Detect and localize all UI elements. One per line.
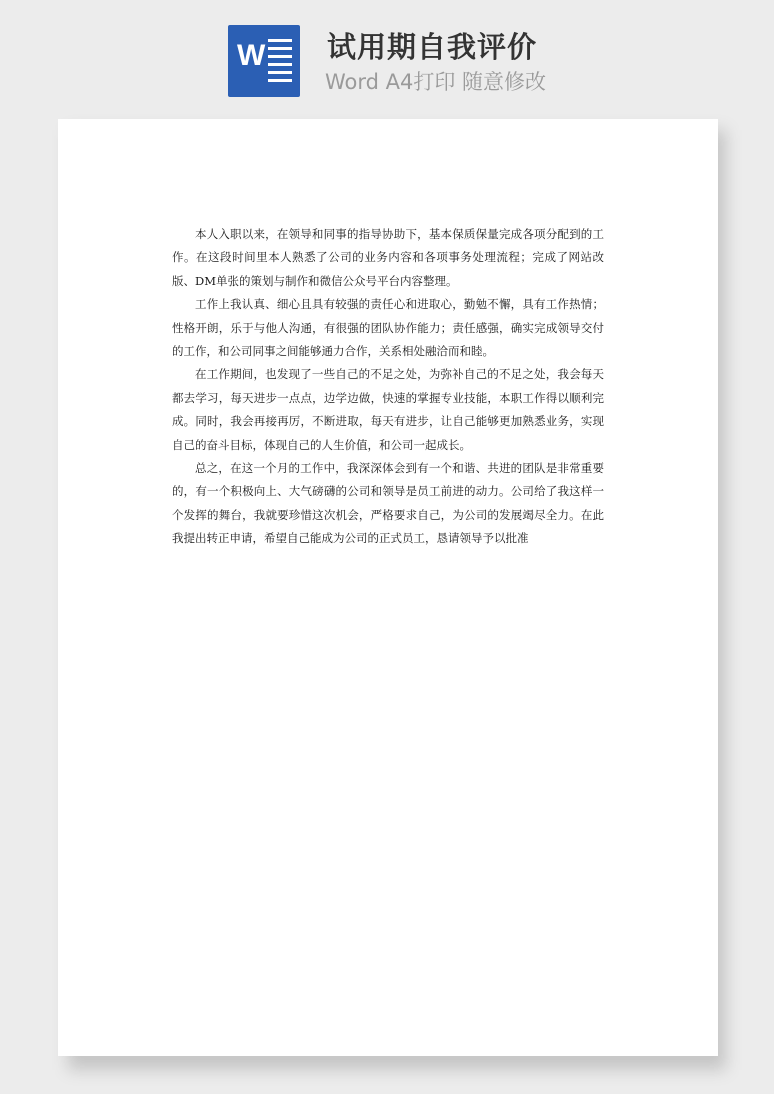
paragraph-3: 在工作期间，也发现了一些自己的不足之处，为弥补自己的不足之处，我会每天都去学习，每天进步一点点，边学边做，快速的掌握专业技能，本职工作得以顺利完成。同时，我会再接再厉，不断进取，每天有进步，让自己能够更加熟悉业务，实现自己的奋斗目标，体现自己的人生价值，和公司一起成长。 <box>172 367 604 452</box>
header <box>0 0 774 110</box>
paragraph-4: 总之，在这一个月的工作中，我深深体会到有一个和谐、共进的团队是非常重要的，有一个积极向上、大气磅礴的公司和领导是员工前进的动力。公司给了我这样一个发挥的舞台，我就要珍惜这次机会，严格要求自己，为公司的发展竭尽全力。在此我提出转正申请，希望自己能成为公司的正式员工，恳请领导予以批准 <box>172 461 604 546</box>
document-lines <box>268 39 292 83</box>
paragraph-1: 本人入职以来，在领导和同事的指导协助下，基本保质保量完成各项分配到的工作。在这段时间里本人熟悉了公司的业务内容和各项事务处理流程；完成了网站改版、DM单张的策划与制作和微信公众号平台内容整理。 <box>172 227 604 288</box>
page-subtitle: Word A4打印 随意修改 <box>325 70 547 94</box>
page-title: 试用期自我评价 <box>327 30 538 64</box>
word-icon <box>228 25 300 97</box>
document-body <box>172 223 604 551</box>
paragraph-2: 工作上我认真、细心且具有较强的责任心和进取心，勤勉不懈，具有工作热情；性格开朗，乐于与他人沟通，有很强的团队协作能力；责任感强，确实完成领导交付的工作，和公司同事之间能够通力合作，关系相处融洽而和睦。 <box>172 297 604 359</box>
word-logo-letter: W <box>237 39 266 72</box>
document-page <box>58 119 718 1056</box>
